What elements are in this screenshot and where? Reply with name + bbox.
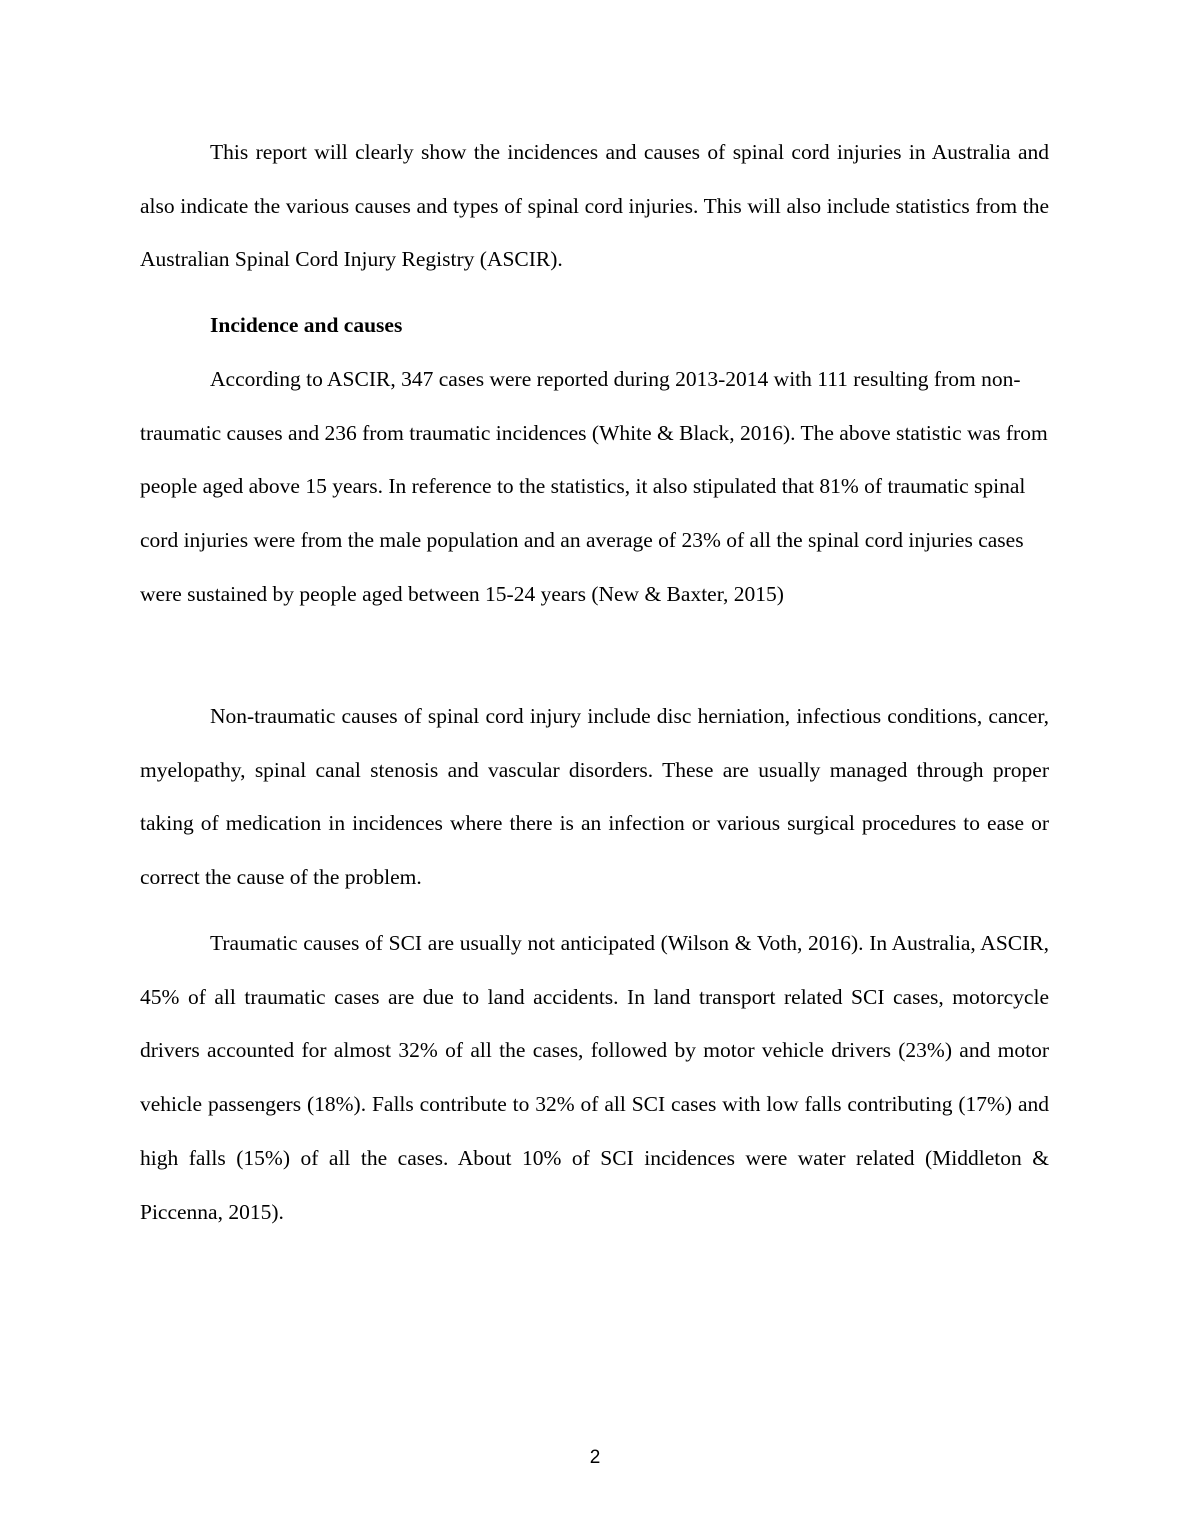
traumatic-causes-paragraph: Traumatic causes of SCI are usually not anticipated (Wilson & Voth, 2016). In Australia, ASCIR, 45% of all traumatic cases are due to land accidents. In land transport related SCI cases, motorcycle drivers accounted for almost 32% of all the cases, followed by motor vehicle drivers (23%) and motor vehicle passengers (18%). Falls contribute to 32% of all SCI cases with low falls contributing (17%) and high falls (15%) of all the cases. About 10% of SCI incidences were water related (Middleton & Piccenna, 2015). [140, 931, 1049, 1224]
intro-paragraph-block [140, 126, 1049, 287]
page-number: 2 [589, 1447, 601, 1468]
intro-paragraph: This report will clearly show the incidences and causes of spinal cord injuries in Australia and also indicate the various causes and types of spinal cord injuries. This will also include statistics from the Australian Spinal Cord Injury Registry (ASCIR). [140, 140, 1049, 272]
non-traumatic-causes-paragraph: Non-traumatic causes of spinal cord injury include disc herniation, infectious conditions, cancer, myelopathy, spinal canal stenosis and vascular disorders. These are usually managed through proper taking of medication in incidences where there is an infection or various surgical procedures to ease or correct the cause of the problem. [140, 704, 1049, 890]
non-traumatic-paragraph-block [140, 690, 1049, 905]
ascir-statistics-paragraph: According to ASCIR, 347 cases were reported during 2013-2014 with 111 resulting from non-traumatic causes and 236 from traumatic incidences (White & Black, 2016). The above statistic was from people aged above 15 years. In reference to the statistics, it also stipulated that 81% of traumatic spinal cord injuries were from the male population and an average of 23% of all the spinal cord injuries cases were sustained by people aged between 15-24 years (New & Baxter, 2015) [140, 367, 1048, 606]
ascir-paragraph-block [140, 353, 1049, 622]
section-heading-incidence-and-causes: Incidence and causes [210, 313, 403, 337]
section-heading-block [140, 299, 1049, 353]
traumatic-paragraph-block [140, 917, 1049, 1239]
